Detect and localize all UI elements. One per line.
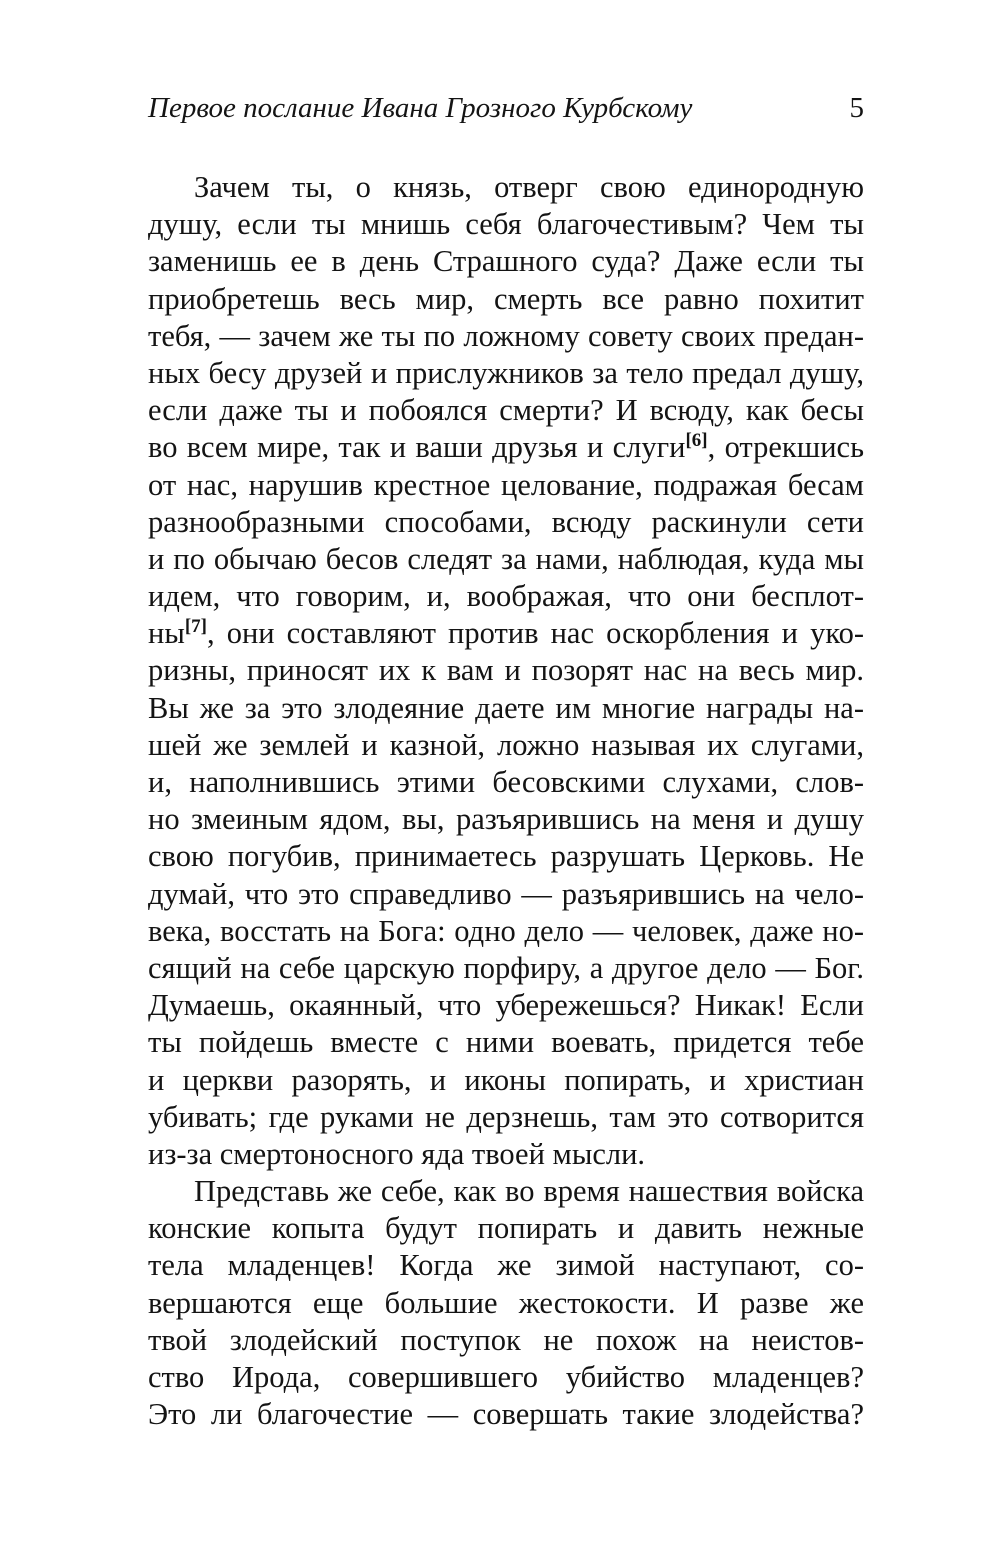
text-line: конские копыта будут попирать и давить нежные [148,1211,864,1246]
text-line [148,615,864,652]
text-line: и, наполнившись этими бесовскими слухами, слов- [148,765,864,799]
text-line: Думаешь, окаянный, что убережешься? Никак! Если [148,988,864,1023]
text-line: ты пойдешь вместе с ними воевать, придется тебе [148,1025,864,1060]
text-line: Это ли благочестие — совершать такие злодейства? [148,1397,864,1432]
text-line: века, восстать на Бога: одно дело — человек, даже но- [148,913,864,948]
page-number: 5 [849,92,864,124]
text-line: вершаются еще большие жестокости. И разве же [148,1285,864,1320]
text-line: разнообразными способами, всюду раскинули сети [148,504,864,539]
paragraph-1 [148,169,864,1173]
footnote-ref-7[interactable]: [7] [184,616,207,638]
text-line: от нас, нарушив крестное целование, подражая бесам [148,467,864,502]
text-line: Вы же за это злодеяние даете им многие награды на- [148,690,864,725]
text-line: и по обычаю бесов следят за нами, наблюдая, куда мы [148,541,864,576]
text-fragment: , отрекшись [707,430,864,465]
footnote-ref-6[interactable]: [6] [685,430,708,452]
text-line: идем, что говорим, и, воображая, что они бесплот- [148,579,864,614]
text-line: шей же землей и казной, ложно называя их слугами, [148,727,864,762]
text-line: заменишь ее в день Страшного суда? Даже если ты [148,244,864,279]
text-line: душу, если ты мнишь себя благочестивым? Чем ты [148,207,864,242]
text-line: приобретешь весь мир, смерть все равно похитит [148,281,864,316]
text-line: и церкви разорять, и иконы попирать, и христиан [148,1062,864,1097]
text-line: твой злодейский поступок не похож на неистов- [148,1322,864,1357]
text-fragment: ны [148,616,185,651]
running-head [148,88,864,128]
text-line: Зачем ты, о князь, отверг свою единородную [194,170,864,204]
text-line: но змеиным ядом, вы, разъярившись на меня и душу [148,802,864,837]
text-line: ризны, приносят их к вам и позорят нас на весь мир. [148,653,864,688]
text-line: сящий на себе царскую порфиру, а другое дело — Бог. [148,950,864,985]
text-line [148,429,864,466]
body-text [148,169,864,1433]
text-line: тела младенцев! Когда же зимой наступают, со- [148,1248,864,1283]
text-line: ных бесу друзей и прислужников за тело предал душу, [148,355,864,390]
text-fragment: во всем мире, так и ваши друзья и слуги [148,430,686,465]
running-title: Первое послание Ивана Грозного Курбскому [148,92,693,124]
text-line: ство Ирода, совершившего убийство младенцев? [148,1360,864,1394]
text-line: тебя, — зачем же ты по ложному совету своих предан- [148,318,864,353]
text-fragment: , они составляют против нас оскорбления и уко- [206,616,864,651]
text-line: из-за смертоносного яда твоей мысли. [148,1136,646,1171]
text-line: убивать; где руками не дерзнешь, там это сотворится [148,1099,864,1134]
text-line: свою погубив, принимаетесь разрушать Церковь. Не [148,839,864,874]
text-line: если даже ты и побоялся смерти? И всюду, как бесы [148,393,864,428]
paragraph-2 [148,1173,864,1433]
text-line: думай, что это справедливо — разъярившись на чело- [148,876,864,911]
text-line: Представь же себе, как во время нашествия войска [194,1174,864,1209]
